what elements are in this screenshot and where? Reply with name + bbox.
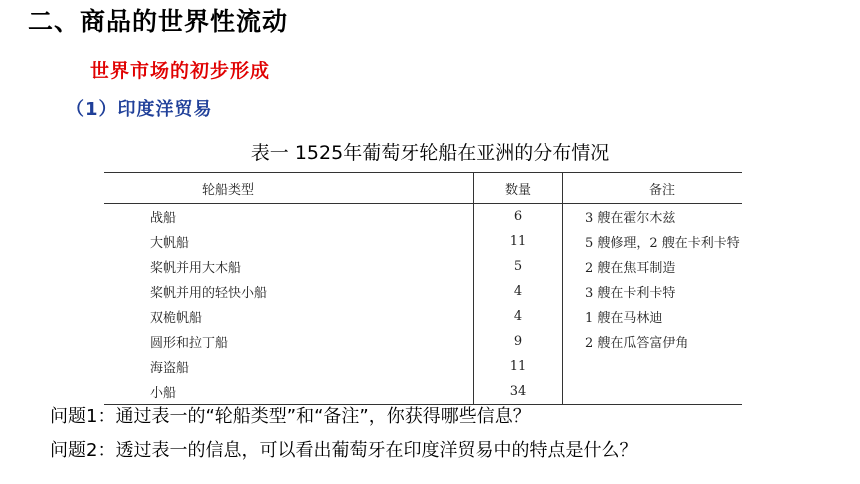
header-ship-type: 轮船类型 <box>104 173 474 204</box>
cell-quantity: 11 <box>474 354 563 379</box>
cell-remarks: 5 艘修理，2 艘在卡利卡特 <box>585 236 740 251</box>
cell-ship-type: 海盗船 <box>150 361 190 376</box>
cell-ship-type: 大帆船 <box>150 236 190 251</box>
cell-ship-type: 小船 <box>150 386 177 401</box>
cell-quantity: 6 <box>474 204 563 230</box>
cell-ship-type: 战船 <box>150 211 177 226</box>
ship-distribution-table <box>104 172 742 405</box>
table-row <box>104 229 742 254</box>
cell-remarks: 1 艘在马林迪 <box>585 311 663 326</box>
cell-ship-type: 桨帆并用的轻快小船 <box>150 286 268 301</box>
question-1: 问题1：通过表一的“轮船类型”和“备注”，你获得哪些信息？ <box>50 406 531 427</box>
cell-remarks <box>563 354 743 379</box>
header-quantity: 数量 <box>474 173 563 204</box>
cell-remarks: 3 艘在霍尔木兹 <box>585 211 676 226</box>
cell-remarks: 3 艘在卡利卡特 <box>585 286 676 301</box>
cell-remarks: 2 艘在焦耳制造 <box>585 261 676 276</box>
cell-quantity: 9 <box>474 329 563 354</box>
table-row <box>104 204 742 230</box>
table-row <box>104 254 742 279</box>
question-2: 问题2：透过表一的信息，可以看出葡萄牙在印度洋贸易中的特点是什么？ <box>50 440 638 461</box>
section-title: （1）印度洋贸易 <box>66 99 213 120</box>
cell-quantity: 34 <box>474 379 563 405</box>
cell-ship-type: 圆形和拉丁船 <box>150 336 229 351</box>
cell-quantity: 11 <box>474 229 563 254</box>
table-row <box>104 379 742 405</box>
header-remarks: 备注 <box>563 173 743 204</box>
table-row <box>104 279 742 304</box>
page-heading: 二、商品的世界性流动 <box>28 7 289 36</box>
cell-quantity: 5 <box>474 254 563 279</box>
table-row <box>104 329 742 354</box>
cell-quantity: 4 <box>474 304 563 329</box>
table-row <box>104 304 742 329</box>
cell-ship-type: 桨帆并用大木船 <box>150 261 242 276</box>
cell-remarks: 2 艘在瓜答富伊角 <box>585 336 689 351</box>
table-row <box>104 354 742 379</box>
cell-quantity: 4 <box>474 279 563 304</box>
cell-ship-type: 双桅帆船 <box>150 311 203 326</box>
subheading: 世界市场的初步形成 <box>90 60 271 82</box>
table-caption: 表一 1525年葡萄牙轮船在亚洲的分布情况 <box>250 142 610 164</box>
table-header-row <box>104 173 742 204</box>
cell-remarks <box>563 379 743 405</box>
